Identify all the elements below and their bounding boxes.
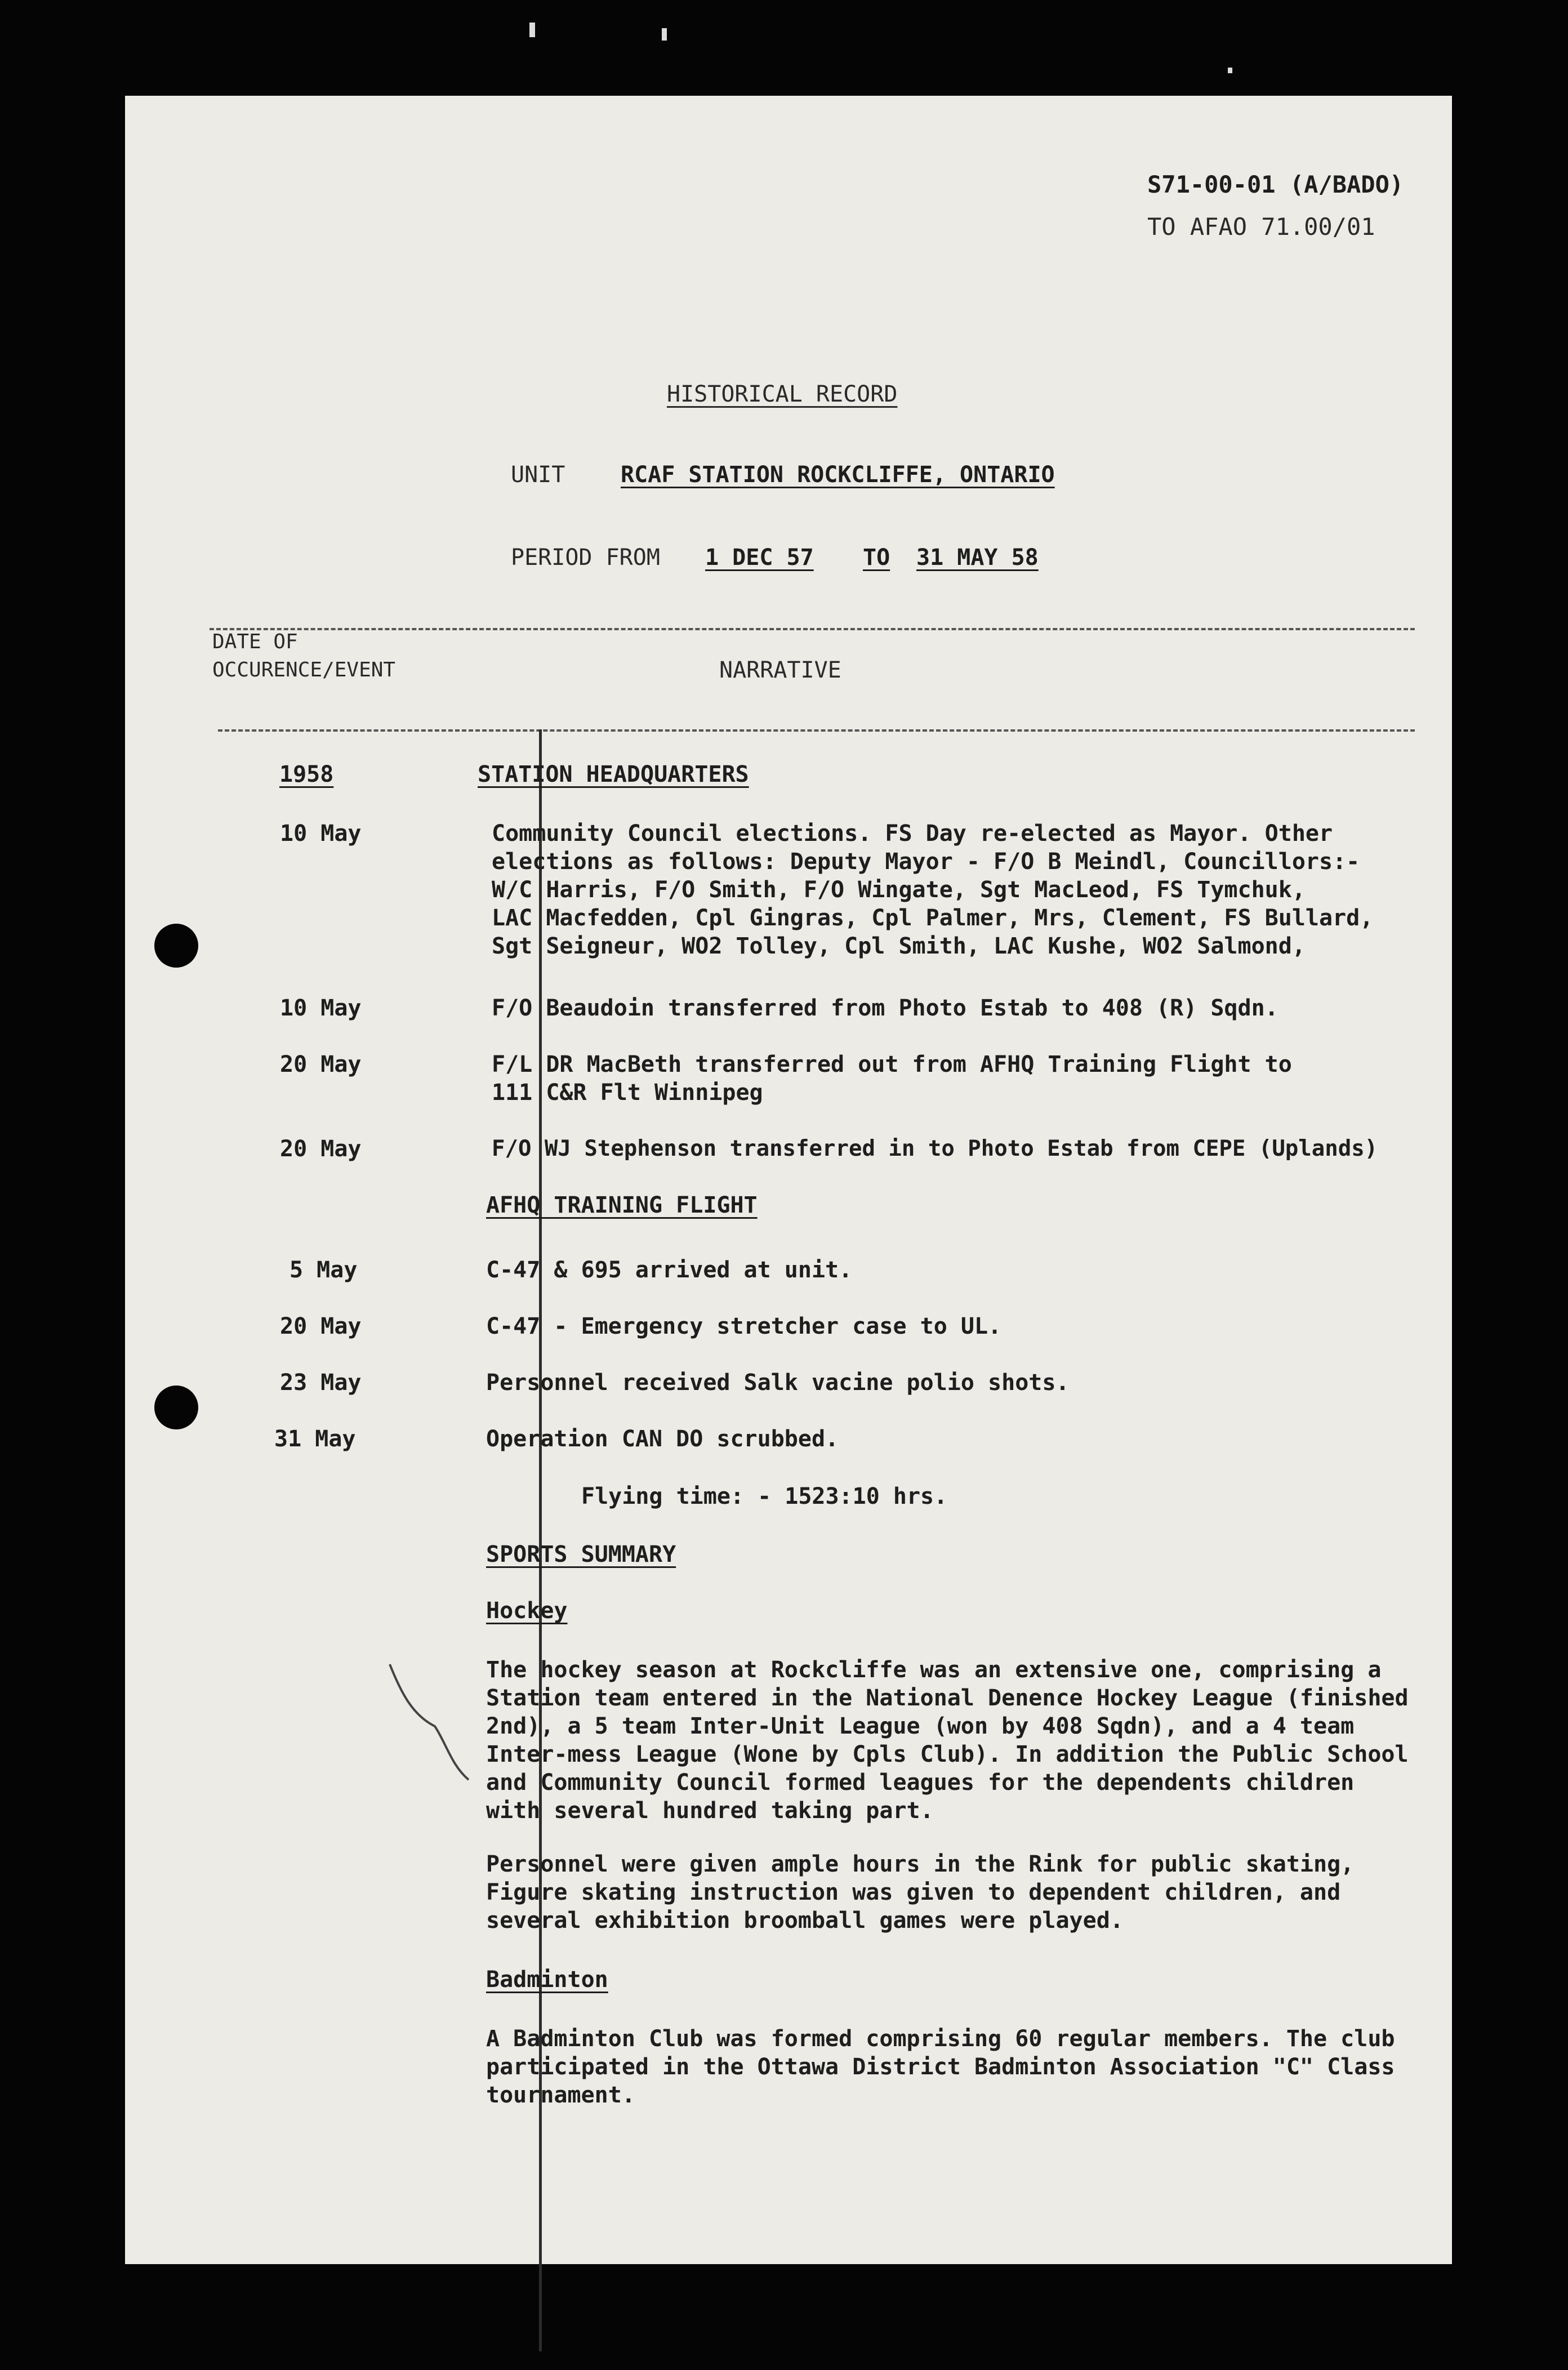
film-speck [1228,68,1232,73]
unit-label: UNIT [511,462,565,488]
period-from: 1 DEC 57 [705,545,814,571]
unit-value: RCAF STATION ROCKCLIFFE, ONTARIO [621,462,1055,488]
entry-text: A Badminton Club was formed comprising 60 regular members. The club [486,2026,1395,2052]
entry-text: The hockey season at Rockcliffe was an extensive one, comprising a [486,1657,1382,1683]
entry-text: 111 C&R Flt Winnipeg [492,1080,763,1106]
entry-date: 31 May [274,1426,356,1452]
pencil-mark-icon [384,1659,497,1788]
entry-text: tournament. [486,2082,635,2108]
file-reference: S71-00-01 (A/BADO) [1147,171,1404,198]
entry-date: 10 May [280,995,362,1021]
entry-text: LAC Macfedden, Cpl Gingras, Cpl Palmer, Mrs, Clement, FS Bullard, [492,905,1374,931]
entry-text: several exhibition broomball games were played. [486,1908,1124,1934]
entry-text: participated in the Ottawa District Badminton Association "C" Class [486,2054,1395,2080]
period-to: 31 MAY 58 [916,545,1039,571]
entry-text: and Community Council formed leagues for the dependents children [486,1770,1355,1796]
entry-text: Personnel were given ample hours in the Rink for public skating, [486,1851,1355,1877]
punch-hole-icon [154,1386,198,1429]
header-rule-bottom [218,729,1415,732]
entry-text: Figure skating instruction was given to dependent children, and [486,1879,1341,1905]
entry-text: 2nd), a 5 team Inter-Unit League (won by 408 Sqdn), and a 4 team [486,1713,1355,1739]
entry-date: 23 May [280,1370,362,1396]
column-header-narrative: NARRATIVE [719,657,841,683]
entry-text: W/C Harris, F/O Smith, F/O Wingate, Sgt MacLeod, FS Tymchuk, [492,877,1306,903]
entry-date: 20 May [280,1136,362,1162]
entry-date: 5 May [289,1257,358,1283]
entry-text: C-47 & 695 arrived at unit. [486,1257,853,1283]
entry-text: Personnel received Salk vacine polio shots. [486,1370,1070,1396]
film-speck [662,28,667,41]
entry-text: Operation CAN DO scrubbed. [486,1426,839,1452]
entry-text: Sgt Seigneur, WO2 Tolley, Cpl Smith, LAC Kushe, WO2 Salmond, [492,933,1306,959]
entry-text: Community Council elections. FS Day re-elected as Mayor. Other [492,821,1333,847]
entry-text: elections as follows: Deputy Mayor - F/O B Meindl, Councillors:- [492,849,1360,875]
entry-date: 20 May [280,1313,362,1339]
entry-date: 1958 [279,761,334,787]
entry-text: Inter-mess League (Wone by Cpls Club). In addition the Public School [486,1741,1409,1767]
entry-text: F/O Beaudoin transferred from Photo Estab to 408 (R) Sqdn. [492,995,1279,1021]
entry-text: Station team entered in the National Denence Hockey League (finished [486,1685,1409,1711]
file-reference-order: TO AFAO 71.00/01 [1147,213,1375,240]
entry-text: C-47 - Emergency stretcher case to UL. [486,1313,1002,1339]
subsection-heading: Badminton [486,1967,608,1993]
section-heading: STATION HEADQUARTERS [478,761,749,787]
entry-text: F/O WJ Stephenson transferred in to Photo Estab from CEPE (Uplands) [492,1136,1378,1161]
entry-date: 20 May [280,1052,362,1077]
entry-text: with several hundred taking part. [486,1798,934,1824]
header-rule-top [210,628,1415,630]
flying-time: Flying time: - 1523:10 hrs. [581,1484,948,1509]
period-label: PERIOD FROM [511,545,660,571]
subsection-heading: Hockey [486,1598,568,1624]
section-heading: AFHQ TRAINING FLIGHT [486,1192,758,1218]
punch-hole-icon [154,924,198,968]
column-header-date-2: OCCURENCE/EVENT [212,658,396,681]
column-header-date-1: DATE OF [212,630,298,653]
document-title: HISTORICAL RECORD [667,381,898,407]
entry-date: 10 May [280,821,362,847]
entry-text: F/L DR MacBeth transferred out from AFHQ Training Flight to [492,1052,1292,1077]
section-heading: SPORTS SUMMARY [486,1542,676,1567]
period-to-label: TO [863,545,890,571]
film-speck [529,23,535,37]
document-page [125,96,1452,2264]
